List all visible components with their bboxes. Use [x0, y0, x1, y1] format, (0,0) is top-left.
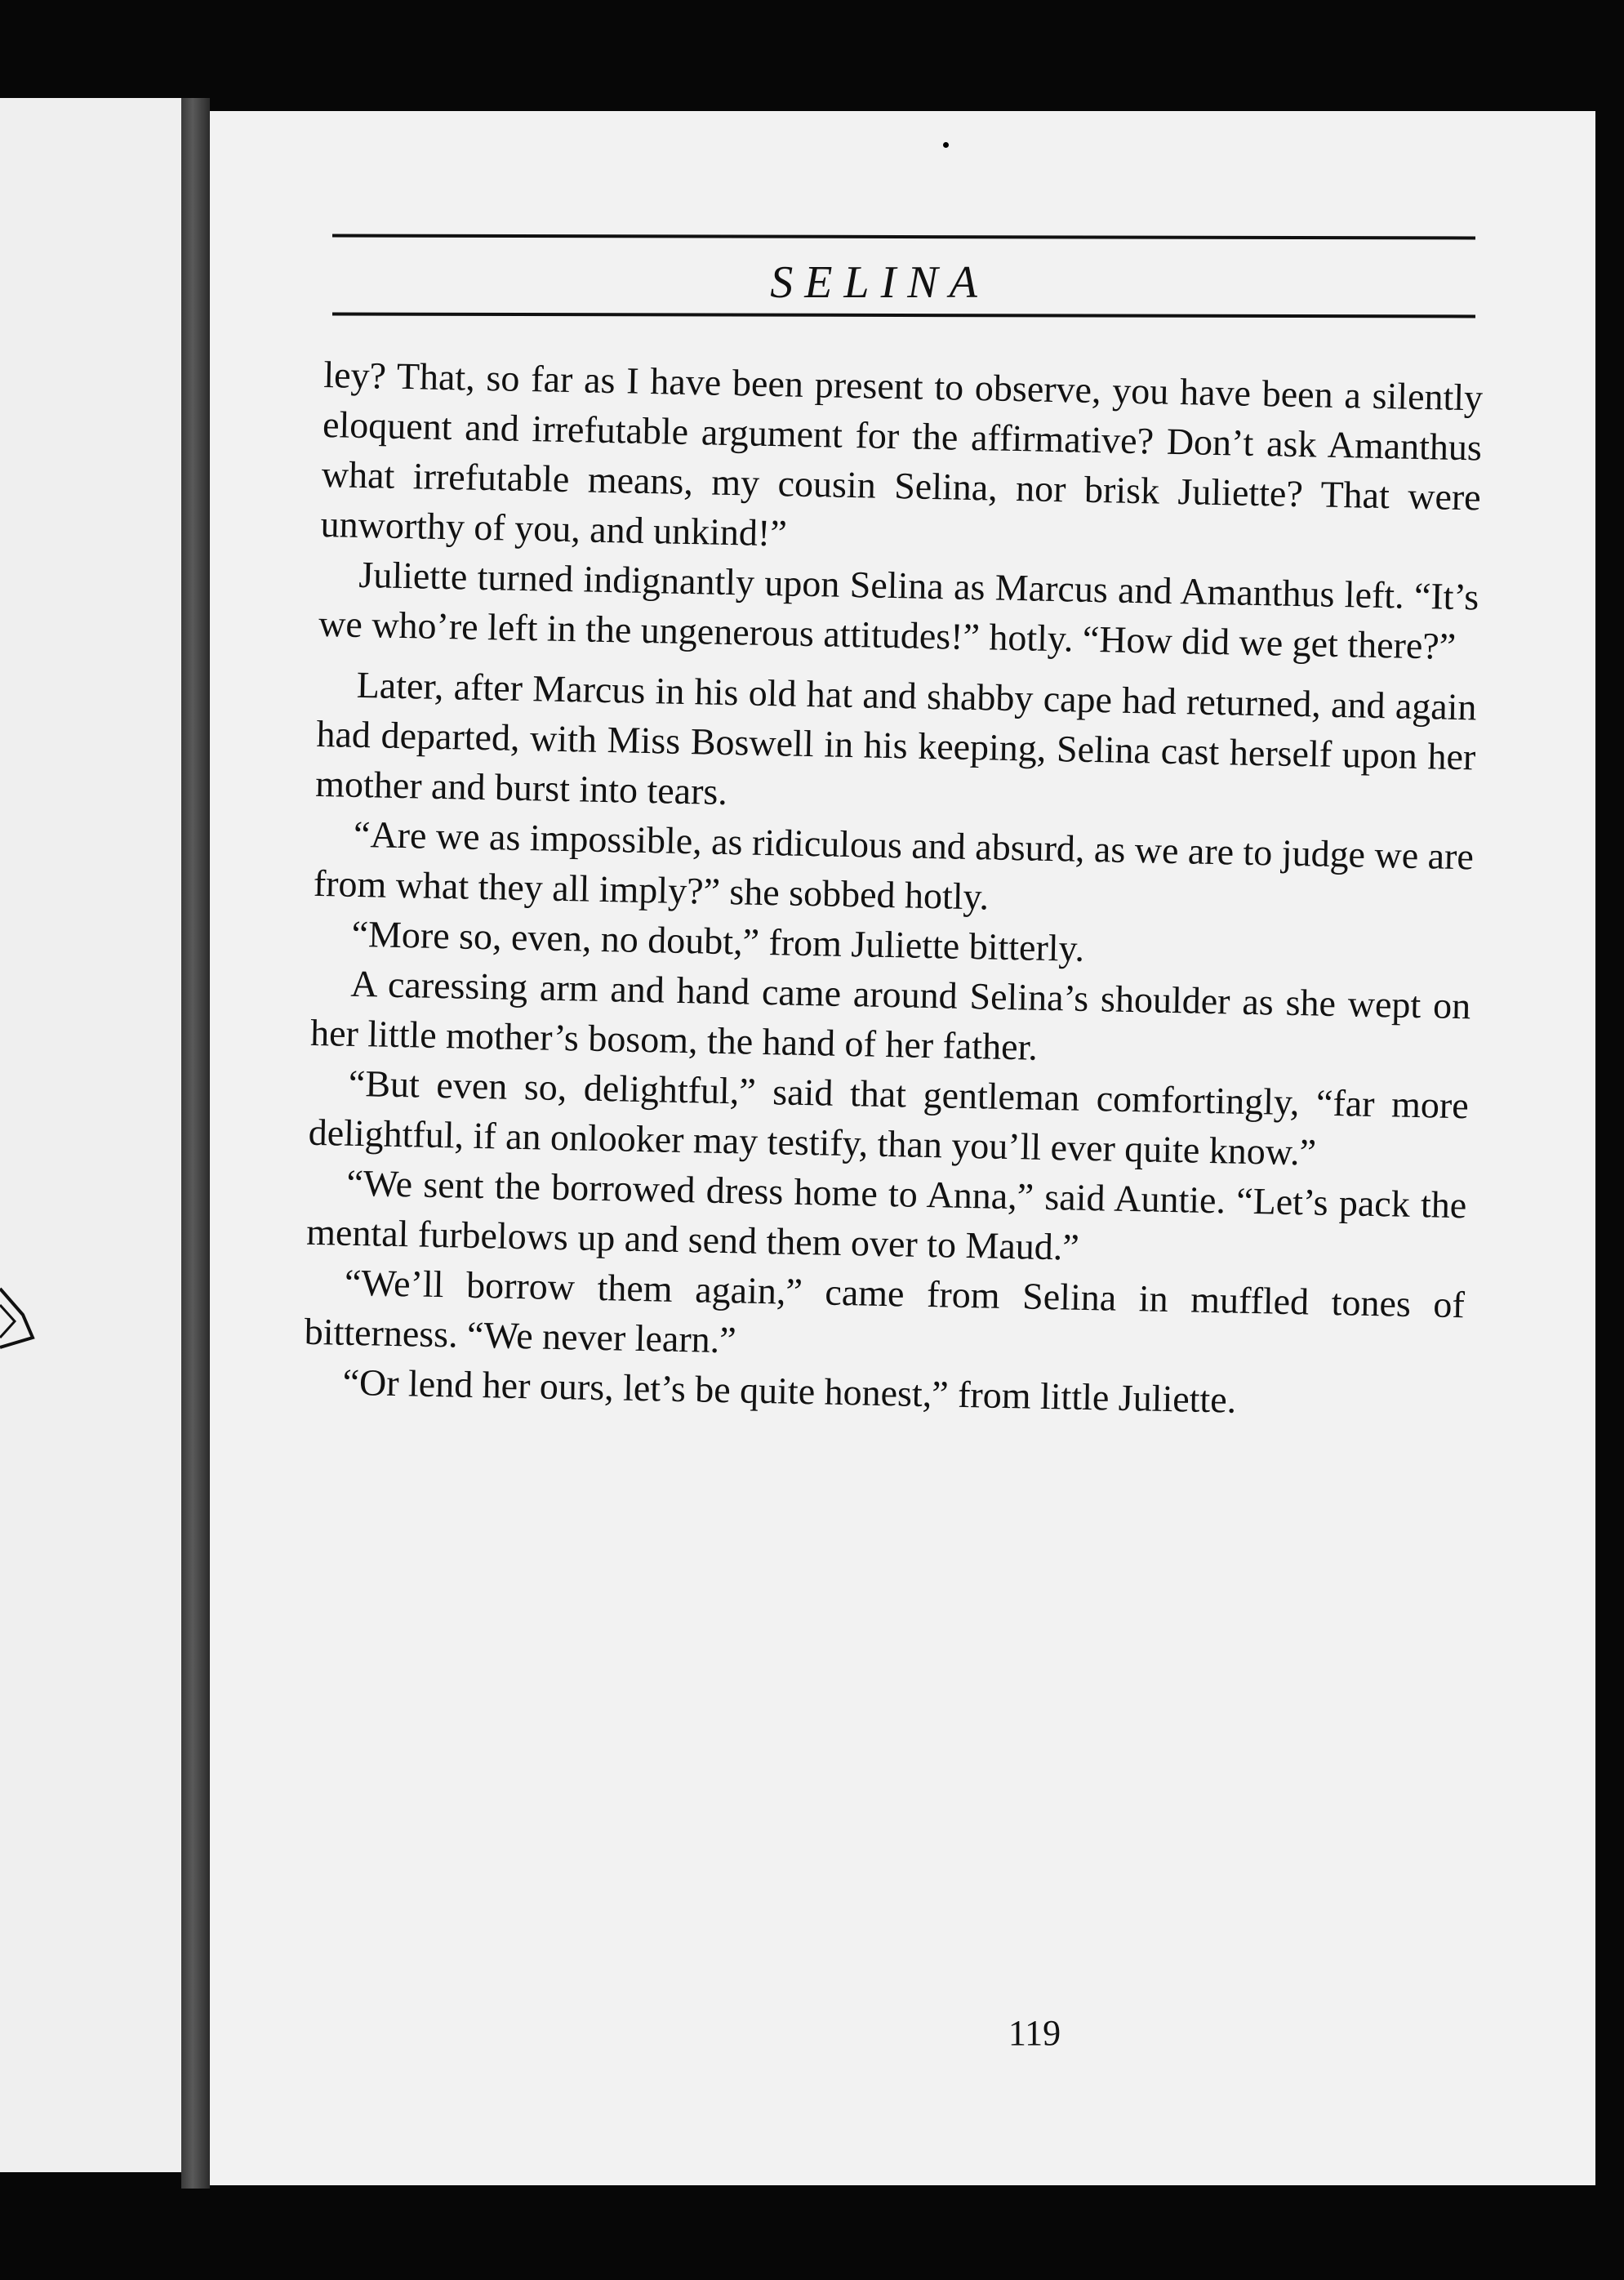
paragraph: “Or lend her ours, let’s be quite honest,” from little Juliette. [342, 1360, 1237, 1421]
ornament-fragment-icon [0, 1280, 37, 1354]
scan-speck [943, 142, 949, 148]
paragraph: Juliette turned indignantly upon Selina as Marcus and Amanthus left. “It’s we who’re left in the ungenerous attitudes!” hotly. “How did we get there?” [318, 553, 1479, 667]
paragraph: “Are we as impossible, as ridiculous and absurd, as we are to judge we are from what they all imply?” she sobbed hotly. [313, 813, 1475, 918]
paragraph: “We’ll borrow them again,” came from Selina in muffled tones of bitterness. “We never learn.” [304, 1261, 1466, 1361]
header-rule-top [332, 234, 1475, 240]
paragraph: “But even so, delightful,” said that gentleman comfortingly, “far more delightful, if an onlooker may testify, than you’ll ever quite know.” [308, 1062, 1470, 1173]
facing-page-edge [0, 98, 189, 2172]
body-text [303, 350, 1484, 1429]
page-number: 119 [1008, 2013, 1061, 2053]
paragraph: “We sent the borrowed dress home to Anna,” said Auntie. “Let’s pack the mental furbelows up and send them over to Maud.” [305, 1161, 1467, 1268]
paragraph: ley? That, so far as I have been present to observe, you have been a silently eloquent and irrefutable argument for the affirmative? Don’t ask Amanthus what irrefutable means, my cousin Selina, nor brisk Juliette? That were unworthy of you, and unkind!” [320, 353, 1484, 554]
book-gutter [181, 98, 210, 2189]
page-content [210, 111, 1595, 2185]
book-page [210, 111, 1595, 2185]
header-rule-bottom [332, 313, 1475, 318]
paragraph: Later, after Marcus in his old hat and shabby cape had returned, and again had departed, with Miss Boswell in his keeping, Selina cast herself upon her mother and burst into tears. [314, 663, 1478, 813]
paragraph: A caressing arm and hand came around Selina’s shoulder as she wept on her little mother’s bosom, the hand of her father. [309, 962, 1471, 1068]
running-head: SELINA [770, 257, 989, 308]
paragraph: “More so, even, no doubt,” from Juliette bitterly. [351, 912, 1085, 969]
